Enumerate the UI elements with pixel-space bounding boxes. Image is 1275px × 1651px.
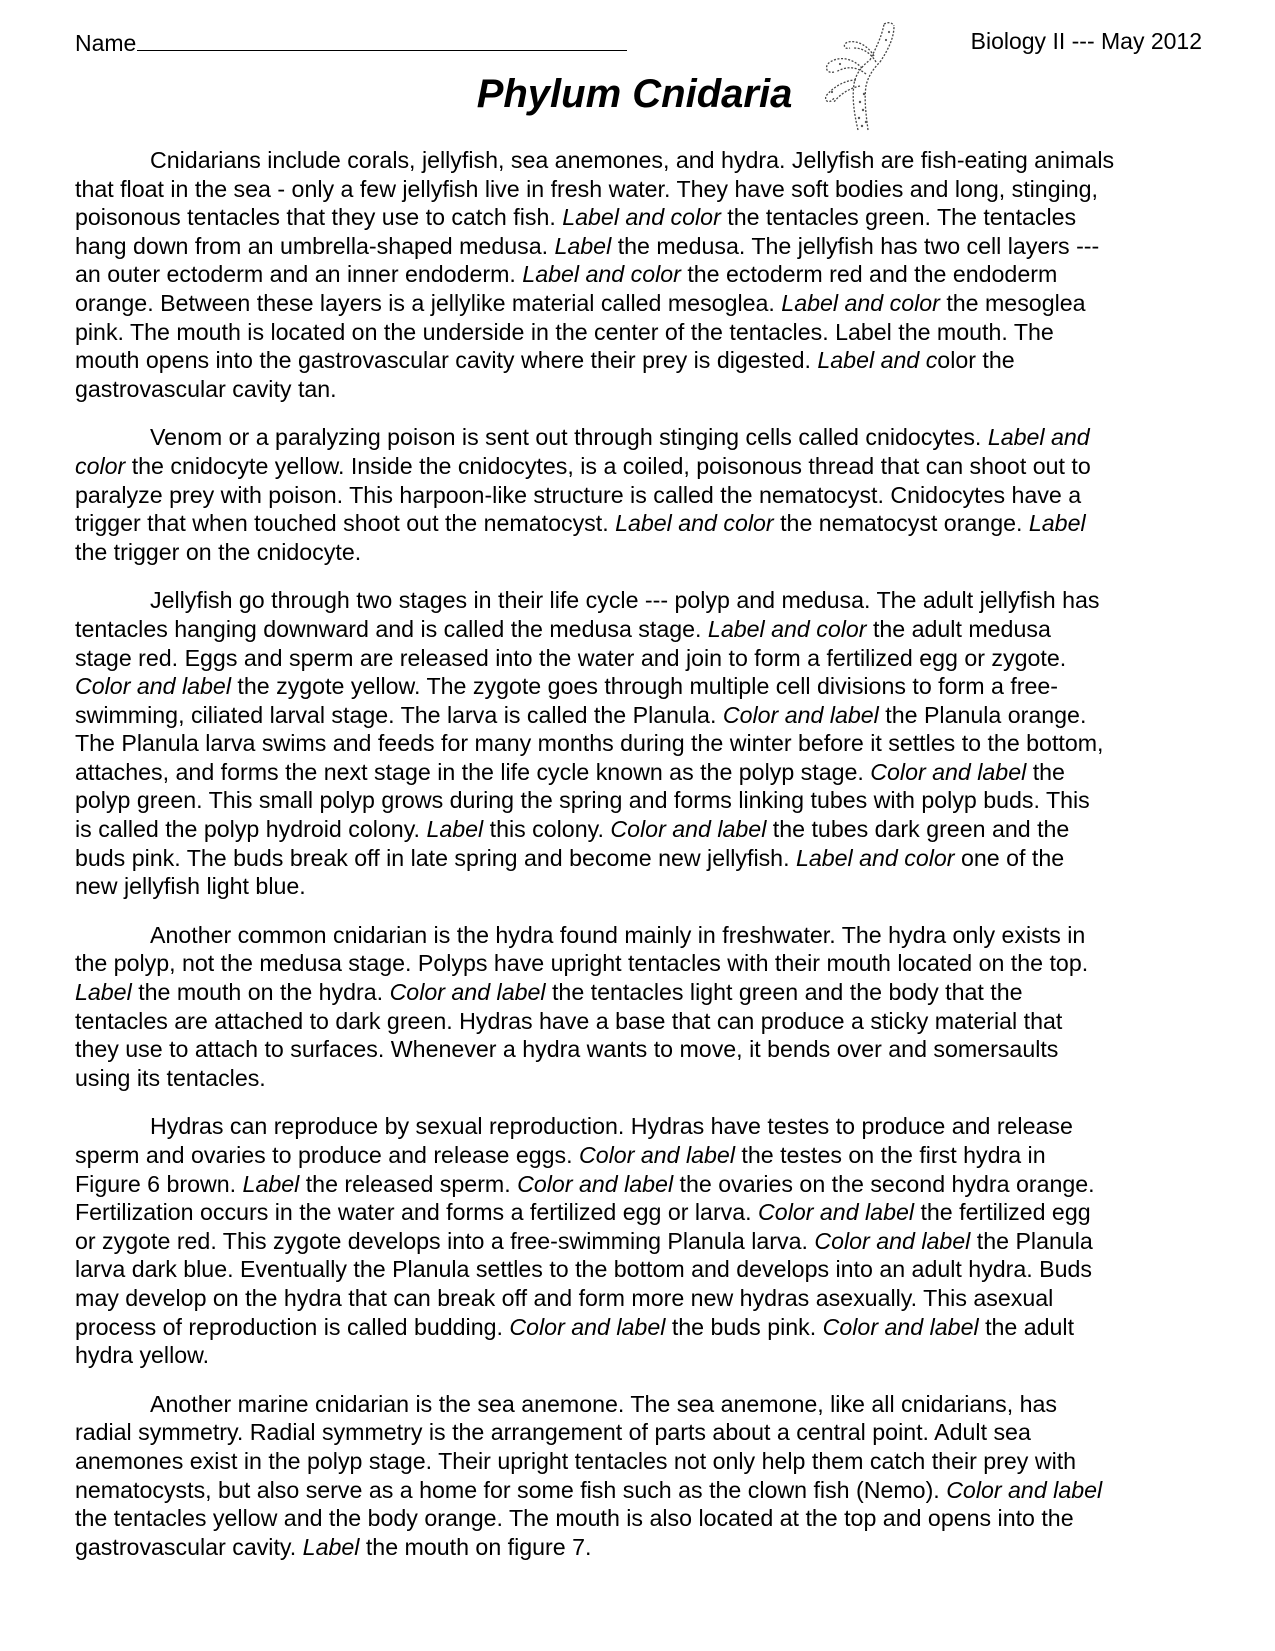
body-text: the mesoglea [939, 289, 1086, 316]
body-text: the tubes dark green and the [766, 816, 1070, 843]
body-text: The Planula larva swims and feeds for many months during the winter before it settles to the bottom, [75, 730, 1104, 757]
text-line [75, 644, 1205, 673]
instruction-text: Label and [987, 424, 1090, 451]
instruction-text: Label [426, 816, 484, 843]
body-text: new jellyfish light blue. [75, 873, 306, 900]
body-text: the zygote yellow. The zygote goes through multiple cell divisions to form a free- [230, 673, 1059, 700]
body-text: may develop on the hydra that can break off and form more new hydras asexually. This asexual [75, 1284, 1054, 1311]
text-line [75, 978, 1205, 1007]
body-text: the nematocyst orange. [773, 510, 1029, 537]
instruction-text: Color and label [814, 1227, 971, 1254]
body-text: Another marine cnidarian is the sea anemone. The sea anemone, like all cnidarians, has [150, 1390, 1057, 1417]
body-text: that float in the sea - only a few jellyfish live in fresh water. They have soft bodies and long, stinging, [75, 175, 1098, 202]
instruction-text: Color and label [509, 1313, 666, 1340]
text-line [75, 815, 1205, 844]
text-line [75, 949, 1205, 978]
text-line [75, 289, 1205, 318]
body-text: the medusa. The jellyfish has two cell layers --- [611, 232, 1100, 259]
instruction-text: Color and label [517, 1170, 674, 1197]
text-line [75, 423, 1205, 452]
body-text: nematocysts, but also serve as a home for some fish such as the clown fish (Nemo). [75, 1476, 947, 1503]
page-title [0, 72, 1275, 117]
worksheet-body [75, 146, 1205, 1581]
body-text: the ovaries on the second hydra orange. [673, 1170, 1095, 1197]
text-line [75, 1112, 1205, 1141]
text-line [75, 375, 1205, 404]
body-text: the testes on the first hydra in [734, 1142, 1046, 1168]
text-line [75, 615, 1205, 644]
body-text: stage red. Eggs and sperm are released into the water and join to form a fertilized egg or zygote. [75, 644, 1067, 671]
body-text: Figure 6 brown. [75, 1170, 243, 1197]
body-text: the mouth on the hydra. [131, 979, 390, 1006]
name-blank-line[interactable] [137, 28, 627, 51]
text-line [75, 786, 1205, 815]
body-text: sperm and ovaries to produce and release eggs. [75, 1142, 579, 1168]
text-line [75, 509, 1205, 538]
text-line [75, 1447, 1205, 1476]
name-label: Name [75, 30, 137, 56]
text-line [75, 1007, 1205, 1036]
body-text: the Planula orange. [878, 701, 1087, 728]
body-text: the adult [978, 1313, 1075, 1340]
instruction-text: Label and color [522, 261, 681, 288]
text-line [75, 538, 1205, 567]
body-text: tentacles hanging downward and is called the medusa stage. [75, 615, 708, 642]
text-line [75, 1035, 1205, 1064]
text-line [75, 175, 1205, 204]
text-line [75, 1476, 1205, 1505]
instruction-text: Color and label [579, 1142, 735, 1168]
body-text: or zygote red. This zygote develops into a free-swimming Planula larva. [75, 1227, 815, 1254]
paragraph [75, 921, 1205, 1093]
body-text: trigger that when touched shoot out the nematocyst. [75, 510, 616, 537]
text-line [75, 844, 1205, 873]
body-text: mouth opens into the gastrovascular cavity where their prey is digested. [75, 347, 818, 374]
instruction-text: Color and label [389, 979, 546, 1006]
paragraph [75, 1112, 1205, 1369]
instruction-text: Label and color [562, 204, 721, 231]
text-line [75, 203, 1205, 232]
body-text: the Planula [970, 1227, 1093, 1254]
instruction-text: Color and label [822, 1313, 979, 1340]
body-text: process of reproduction is called budding. [75, 1313, 510, 1340]
text-line [75, 1504, 1205, 1533]
instruction-text: Label and color [781, 289, 940, 316]
body-text: the released sperm. [299, 1170, 518, 1197]
paragraph [75, 146, 1205, 403]
instruction-text: Color and label [722, 701, 879, 728]
instruction-text: color [75, 452, 126, 479]
instruction-text: Color and label [610, 816, 767, 843]
body-text: Cnidarians include corals, jellyfish, sea anemones, and hydra. Jellyfish are fish-eating animals [150, 147, 1115, 173]
text-line [75, 1341, 1205, 1370]
text-line [75, 146, 1205, 175]
body-text: swimming, ciliated larval stage. The larva is called the Planula. [75, 701, 723, 728]
body-text: the [1026, 758, 1065, 785]
body-text: the tentacles green. The tentacles [720, 204, 1077, 231]
body-text: the adult medusa [866, 615, 1051, 642]
body-text: the mouth on figure 7. [359, 1533, 592, 1560]
text-line [75, 872, 1205, 901]
text-line [75, 452, 1205, 481]
page-title-text: Phylum Cnidaria [476, 72, 793, 116]
text-line [75, 758, 1205, 787]
paragraph [75, 586, 1205, 901]
instruction-text: Label and color [707, 615, 867, 642]
instruction-text: Color and label [870, 758, 1027, 785]
text-line [75, 586, 1205, 615]
instruction-text: Label and color [795, 844, 955, 871]
body-text: buds pink. The buds break off in late spring and become new jellyfish. [75, 844, 796, 871]
instruction-text: Color and label [758, 1199, 915, 1226]
name-field[interactable] [75, 28, 627, 57]
body-text: poisonous tentacles that they use to catch fish. [75, 204, 563, 231]
text-line [75, 1418, 1205, 1447]
text-line [75, 318, 1205, 347]
text-line [75, 1198, 1205, 1227]
body-text: the polyp, not the medusa stage. Polyps have upright tentacles with their mouth located on the top. [75, 950, 1089, 977]
body-text: larva dark blue. Eventually the Planula settles to the bottom and develops into an adult hydra. Buds [75, 1256, 1093, 1283]
text-line [75, 232, 1205, 261]
body-text: attaches, and forms the next stage in the life cycle known as the polyp stage. [75, 758, 871, 785]
text-line [75, 921, 1205, 950]
body-text: an outer ectoderm and an inner endoderm. [75, 261, 523, 288]
body-text: the tentacles yellow and the body orange. The mouth is also located at the top and opens into the [75, 1505, 1074, 1532]
text-line [75, 1064, 1205, 1093]
body-text: Another common cnidarian is the hydra found mainly in freshwater. The hydra only exists in [150, 921, 1086, 948]
instruction-text: Label [302, 1533, 360, 1560]
body-text: Hydras can reproduce by sexual reproduction. Hydras have testes to produce and release [150, 1113, 1073, 1140]
body-text: pink. The mouth is located on the underside in the center of the tentacles. Label the mouth. The [75, 318, 1054, 345]
body-text: this colony. [483, 816, 611, 843]
instruction-text: Label [242, 1170, 300, 1197]
body-text: gastrovascular cavity. [75, 1533, 303, 1560]
body-text: radial symmetry. Radial symmetry is the arrangement of parts about a central point. Adult sea [75, 1419, 1031, 1446]
body-text: the tentacles light green and the body that the [545, 979, 1023, 1006]
body-text: one of the [954, 844, 1065, 871]
instruction-text: Color and label [946, 1476, 1103, 1503]
body-text: is called the polyp hydroid colony. [75, 816, 427, 843]
instruction-text: Label [1028, 510, 1086, 537]
text-line [75, 672, 1205, 701]
body-text: Venom or a paralyzing poison is sent out through stinging cells called cnidocytes. [150, 424, 988, 451]
body-text: orange. Between these layers is a jellylike material called mesoglea. [75, 289, 782, 316]
body-text: olor the [937, 347, 1015, 374]
text-line [75, 481, 1205, 510]
body-text: the fertilized egg [914, 1199, 1091, 1226]
body-text: hydra yellow. [75, 1342, 210, 1369]
body-text: paralyze prey with poison. This harpoon-like structure is called the nematocyst. Cnidocytes have a [75, 481, 1082, 508]
body-text: using its tentacles. [75, 1064, 266, 1091]
instruction-text: Label and color [615, 510, 774, 537]
text-line [75, 260, 1205, 289]
text-line [75, 1284, 1205, 1313]
course-date: Biology II --- May 2012 [970, 28, 1202, 54]
instruction-text: Label and c [817, 347, 938, 374]
text-line [75, 1255, 1205, 1284]
instruction-text: Label [75, 979, 132, 1006]
body-text: the trigger on the cnidocyte. [75, 538, 362, 565]
body-text: the buds pink. [665, 1313, 823, 1340]
instruction-text: Color and label [75, 673, 231, 700]
body-text: the ectoderm red and the endoderm [680, 261, 1058, 288]
body-text: polyp green. This small polyp grows during the spring and forms linking tubes with polyp buds. This [75, 787, 1090, 814]
body-text: anemones exist in the polyp stage. Their upright tentacles not only help them catch their prey with [75, 1447, 1077, 1474]
body-text: the cnidocyte yellow. Inside the cnidocytes, is a coiled, poisonous thread that can shoot out to [125, 452, 1091, 479]
body-text: gastrovascular cavity tan. [75, 375, 337, 402]
body-text: Jellyfish go through two stages in their life cycle --- polyp and medusa. The adult jellyfish has [150, 587, 1100, 614]
text-line [75, 1533, 1205, 1562]
text-line [75, 1313, 1205, 1342]
paragraph [75, 1390, 1205, 1562]
body-text: tentacles are attached to dark green. Hydras have a base that can produce a sticky material that [75, 1007, 1063, 1034]
text-line [75, 1141, 1205, 1170]
text-line [75, 729, 1205, 758]
body-text: hang down from an umbrella-shaped medusa. [75, 232, 555, 259]
paragraph [75, 423, 1205, 566]
body-text: Fertilization occurs in the water and forms a fertilized egg or larva. [75, 1199, 759, 1226]
body-text: they use to attach to surfaces. Whenever a hydra wants to move, it bends over and somersaults [75, 1036, 1059, 1063]
text-line [75, 1390, 1205, 1419]
text-line [75, 1170, 1205, 1199]
instruction-text: Label [554, 232, 612, 259]
text-line [75, 1227, 1205, 1256]
text-line [75, 701, 1205, 730]
text-line [75, 346, 1205, 375]
